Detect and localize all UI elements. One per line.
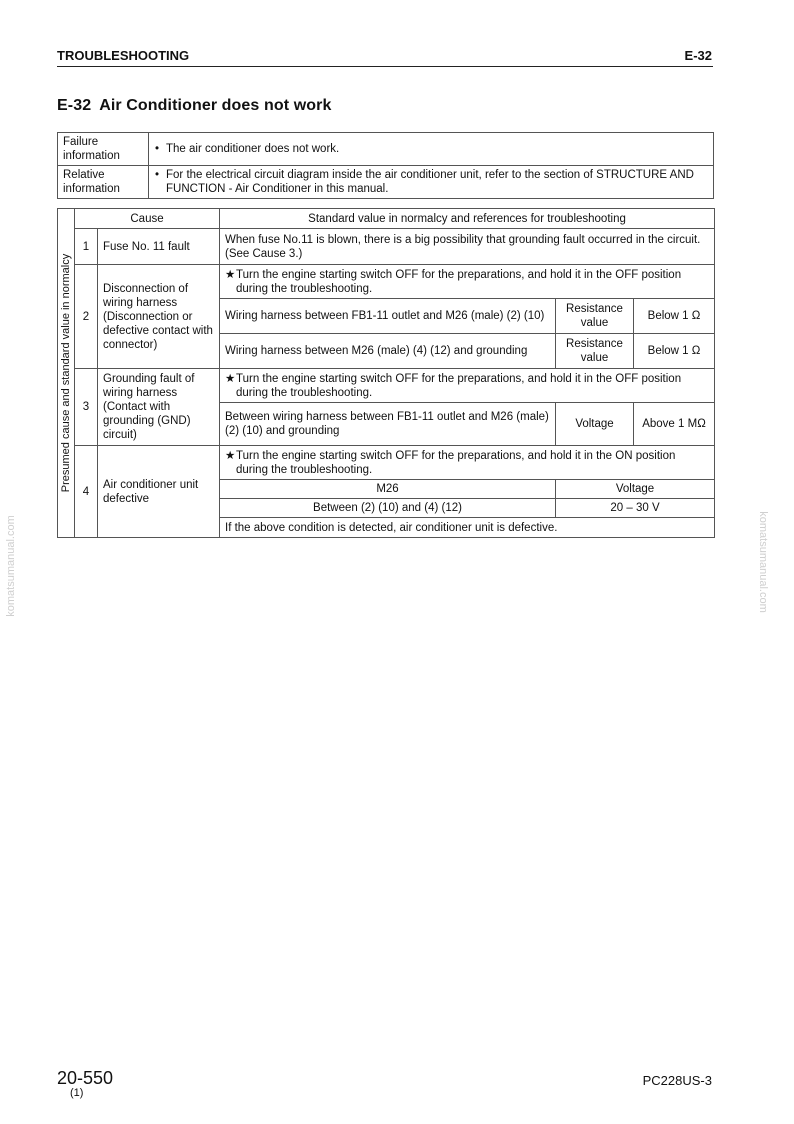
watermark-left: komatsumanual.com [4, 515, 17, 617]
row-number: 1 [75, 229, 98, 265]
side-label-cell [58, 209, 75, 538]
table-row [58, 446, 715, 480]
page-revision: (1) [70, 1087, 84, 1099]
header-code: E-32 [684, 48, 712, 63]
header-rule [57, 66, 713, 67]
conclusion-text: If the above condition is detected, air conditioner unit is defective. [220, 518, 715, 538]
failure-label: Failure information [58, 133, 149, 166]
row-number: 2 [75, 265, 98, 369]
row-cause: Air conditioner unit defective [98, 446, 220, 538]
table-row [58, 369, 715, 403]
star-icon: ★ [225, 449, 236, 462]
row-text: When fuse No.11 is blown, there is a big possibility that grounding fault occurred in the circuit. (See Cause 3.) [220, 229, 715, 265]
head-standard: Standard value in normalcy and references for troubleshooting [220, 209, 715, 229]
page-number: 20-550 [57, 1068, 114, 1088]
check-item: Wiring harness between FB1-11 outlet and M26 (male) (2) (10) [220, 299, 556, 334]
table-row [58, 265, 715, 299]
relative-text: For the electrical circuit diagram inside the air conditioner unit, refer to the section of STRUCTURE AND FUNCTION - Air Conditioner in this manual. [166, 169, 694, 195]
relative-row [58, 166, 714, 199]
relative-label: Relative information [58, 166, 149, 199]
row-cause: Fuse No. 11 fault [98, 229, 220, 265]
model-number: PC228US-3 [642, 1073, 712, 1088]
sub-head-left: M26 [220, 480, 556, 499]
watermark-right: komatsumanual.com [756, 511, 769, 613]
table-row [58, 229, 715, 265]
table-head-row [58, 209, 715, 229]
row-number: 3 [75, 369, 98, 446]
failure-cell [149, 133, 714, 166]
bullet-icon: • [155, 169, 160, 181]
note-text: Turn the engine starting switch OFF for the preparations, and hold it in the ON position during the troubleshooting. [236, 449, 676, 476]
note-text: Turn the engine starting switch OFF for the preparations, and hold it in the OFF position during the troubleshooting. [236, 372, 682, 399]
check-value: Below 1 Ω [634, 299, 715, 334]
title-text: Air Conditioner does not work [99, 97, 332, 114]
page-title [57, 97, 331, 115]
bullet-icon: • [155, 143, 160, 155]
star-icon: ★ [225, 268, 236, 281]
header-section: TROUBLESHOOTING [57, 48, 190, 63]
check-type: Resistance value [556, 299, 634, 334]
check-type: Resistance value [556, 334, 634, 369]
star-icon: ★ [225, 372, 236, 385]
row-note [220, 265, 715, 299]
failure-row [58, 133, 714, 166]
row-cause: Disconnection of wiring harness (Disconnection or defective contact with connector) [98, 265, 220, 369]
relative-cell [149, 166, 714, 199]
side-label: Presumed cause and standard value in normalcy [60, 253, 72, 493]
head-cause: Cause [75, 209, 220, 229]
cause-table [57, 208, 715, 538]
row-cause: Grounding fault of wiring harness (Contact with grounding (GND) circuit) [98, 369, 220, 446]
note-text: Turn the engine starting switch OFF for the preparations, and hold it in the OFF position during the troubleshooting. [236, 268, 682, 295]
sub-left: Between (2) (10) and (4) (12) [220, 499, 556, 518]
check-type: Voltage [556, 403, 634, 446]
sub-right: 20 – 30 V [556, 499, 715, 518]
check-value: Above 1 MΩ [634, 403, 715, 446]
sub-head-right: Voltage [556, 480, 715, 499]
check-item: Between wiring harness between FB1-11 outlet and M26 (male) (2) (10) and grounding [220, 403, 556, 446]
info-table [57, 132, 714, 199]
check-item: Wiring harness between M26 (male) (4) (12) and grounding [220, 334, 556, 369]
failure-text: The air conditioner does not work. [166, 143, 340, 155]
check-value: Below 1 Ω [634, 334, 715, 369]
row-note [220, 446, 715, 480]
row-note [220, 369, 715, 403]
row-number: 4 [75, 446, 98, 538]
title-code: E-32 [57, 97, 92, 114]
